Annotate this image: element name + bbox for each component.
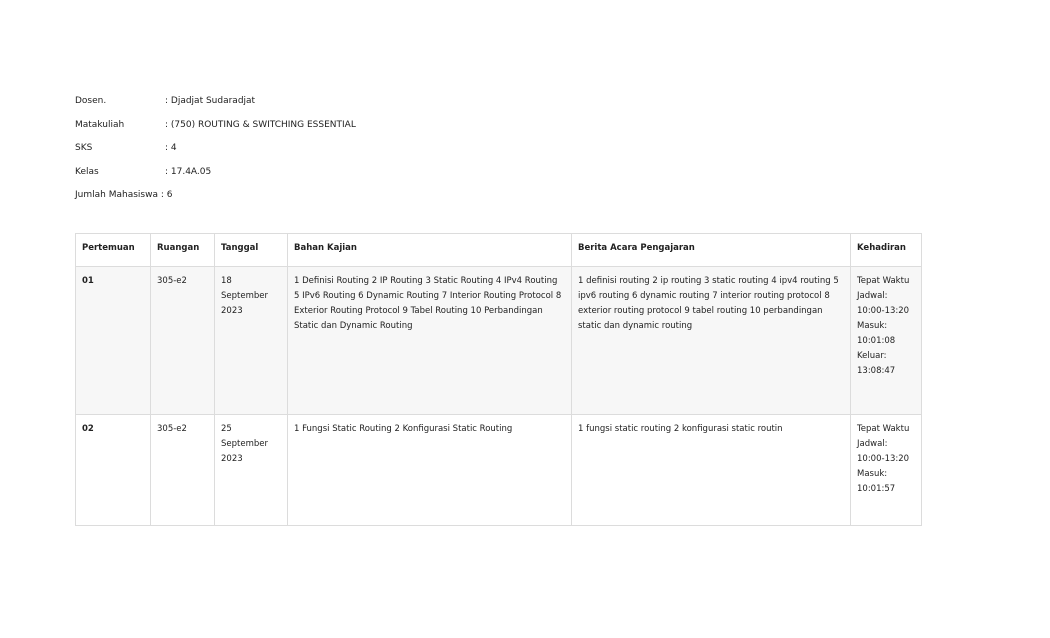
jumlah-value: : 6 xyxy=(157,190,173,200)
cell-pertemuan: 01 xyxy=(76,267,151,415)
info-row-kelas xyxy=(75,166,212,191)
kelas-label: Kelas xyxy=(75,166,99,177)
sks-value: : 4 xyxy=(165,143,177,153)
kehadiran-jadwal: Jadwal: 10:00-13:20 xyxy=(857,439,910,464)
cell-ruangan: 305-e2 xyxy=(151,267,215,415)
header-pertemuan: Pertemuan xyxy=(76,234,151,267)
kelas-value: : 17.4A.05 xyxy=(165,166,212,177)
cell-kehadiran xyxy=(851,415,922,526)
cell-bahan-kajian: 1 Definisi Routing 2 IP Routing 3 Static Routing 4 IPv4 Routing 5 IPv6 Routing 6 Dynamic Routing 7 Interior Routing Protocol 8 Exterior Routing Protocol 9 Tabel Routing 10 Perbandingan Static dan Dynamic Routing xyxy=(288,267,572,415)
cell-tanggal: 25 September 2023 xyxy=(215,415,288,526)
cell-ruangan: 305-e2 xyxy=(151,415,215,526)
cell-kehadiran xyxy=(851,267,922,415)
header-kehadiran: Kehadiran xyxy=(851,234,922,267)
header-ruangan: Ruangan xyxy=(151,234,215,267)
kehadiran-status: Tepat Waktu xyxy=(857,424,910,434)
matakuliah-value: : (750) ROUTING & SWITCHING ESSENTIAL xyxy=(165,119,356,130)
dosen-label: Dosen. xyxy=(75,96,107,106)
kehadiran-keluar: Keluar: 13:08:47 xyxy=(857,351,896,376)
dosen-value: : Djadjat Sudaradjat xyxy=(165,96,256,106)
cell-bahan-kajian: 1 Fungsi Static Routing 2 Konfigurasi Static Routing xyxy=(288,415,572,526)
cell-berita-acara: 1 definisi routing 2 ip routing 3 static routing 4 ipv4 routing 5 ipv6 routing 6 dynamic routing 7 interior routing protocol 8 exterior routing protocol 9 tabel routing 10 perbandingan static dan dynamic routing xyxy=(572,267,851,415)
table-header-row xyxy=(76,234,922,267)
kehadiran-jadwal: Jadwal: 10:00-13:20 xyxy=(857,291,910,316)
info-row-dosen xyxy=(75,96,256,120)
cell-tanggal: 18 September 2023 xyxy=(215,267,288,415)
course-info xyxy=(75,96,356,214)
info-row-jumlah xyxy=(75,190,172,214)
cell-pertemuan: 02 xyxy=(76,415,151,526)
kehadiran-masuk: Masuk: 10:01:57 xyxy=(857,469,896,494)
jumlah-label: Jumlah Mahasiswa xyxy=(75,190,158,200)
kehadiran-masuk: Masuk: 10:01:08 xyxy=(857,321,896,346)
kehadiran-status: Tepat Waktu xyxy=(857,276,910,286)
matakuliah-label: Matakuliah xyxy=(75,119,125,130)
info-row-sks xyxy=(75,143,177,167)
header-bahan-kajian: Bahan Kajian xyxy=(288,234,572,267)
sks-label: SKS xyxy=(75,143,93,153)
header-tanggal: Tanggal xyxy=(215,234,288,267)
table-row xyxy=(76,415,922,526)
header-berita-acara: Berita Acara Pengajaran xyxy=(572,234,851,267)
table-row xyxy=(76,267,922,415)
cell-berita-acara: 1 fungsi static routing 2 konfigurasi static routin xyxy=(572,415,851,526)
attendance-table xyxy=(75,233,922,526)
info-row-matakuliah xyxy=(75,119,356,144)
